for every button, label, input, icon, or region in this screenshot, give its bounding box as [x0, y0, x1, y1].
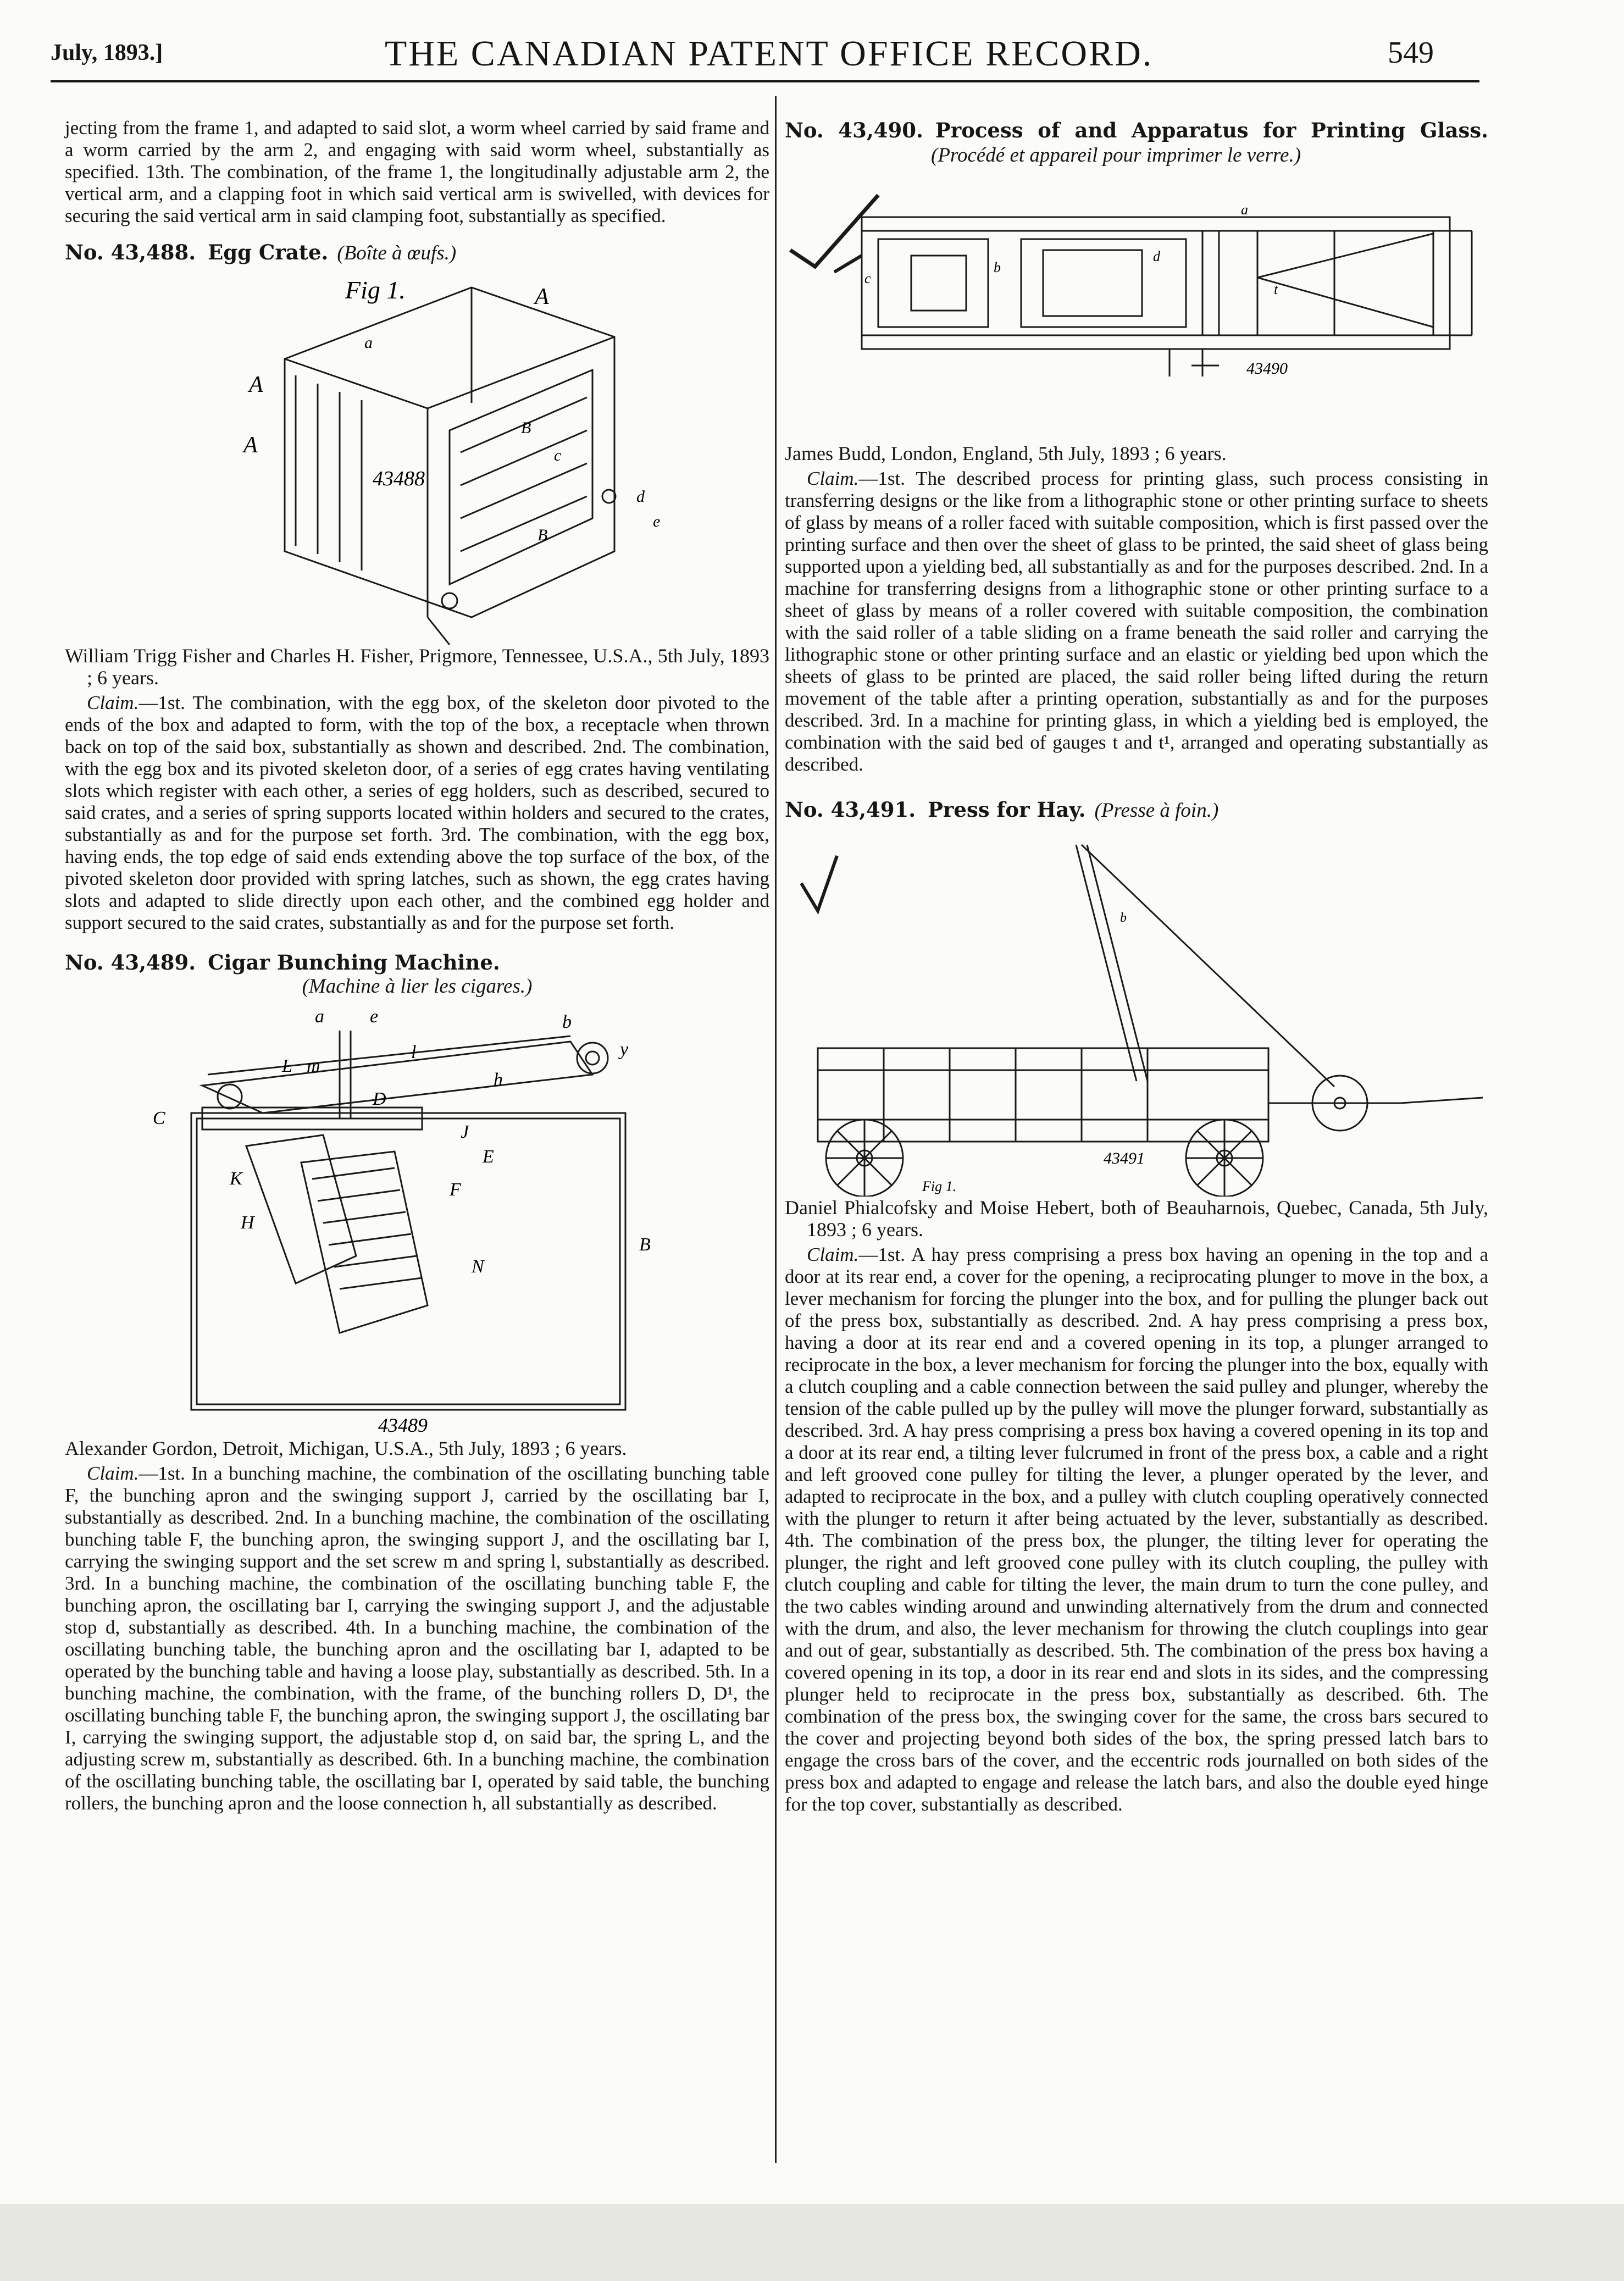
patent-number: No. 43,490. — [785, 118, 923, 142]
claim-text — [65, 692, 769, 934]
inventors: Daniel Phialcofsky and Moise Hebert, both of Beauharnois, Quebec, Canada, 5th July, 1893 ; 6 years. — [785, 1197, 1488, 1241]
figure-number: 43490 — [1246, 359, 1288, 378]
entry-heading — [65, 240, 769, 265]
figure-number: 43489 — [378, 1414, 428, 1436]
claim-text — [785, 468, 1488, 776]
claim-label: Claim. — [807, 468, 859, 489]
egg-crate-drawing — [65, 265, 769, 645]
hay-press-drawing — [785, 823, 1488, 1197]
patent-number: No. 43,491. — [785, 798, 916, 822]
claim-text — [785, 1244, 1488, 1815]
header-rule — [51, 80, 1479, 82]
label-d: d — [1153, 248, 1160, 264]
right-column — [785, 96, 1488, 1815]
label-d: d — [636, 488, 645, 506]
label-l: l — [411, 1042, 417, 1062]
label-D: D — [373, 1089, 386, 1109]
patent-number: No. 43,488. — [65, 240, 196, 264]
label-J: J — [461, 1122, 469, 1142]
label-A: A — [249, 372, 263, 397]
label-L: L — [282, 1056, 292, 1076]
claim-body: —1st. The combination, with the egg box, of the skeleton door pivoted to the ends of the box and adapted to form, with the top of the box, a receptacle when thrown back on top of the said box, substantially as shown and described. 2nd. The combination, with the egg box and its pivoted skeleton door, of a series of egg crates having ventilating slots which register with each other, a series of egg holders, such as described, secured to said crates, and a series of spring supports located within holders and secured to the crates, substantially as and for the purpose set forth. 3rd. The combination, with the egg box, having ends, the top edge of said ends extending above the top surface of the box, of the pivoted skeleton door provided with spring latches, such as shown, the egg crates having slots and adapted to slide directly upon each other, and the combined egg holder and support secured to the said crates, substantially as and for the purpose set forth. — [65, 692, 769, 933]
glass-printing-figure — [785, 168, 1488, 442]
claim-body: —1st. A hay press comprising a press box having an opening in the top and a door at its rear end, a cover for the opening, a reciprocating plunger to move in the box, a lever mechanism for forcing the plunger into the box, and for pulling the plunger back out of the press box, substantially as described. 2nd. A hay press comprising a press box, having a door at its rear end and a covered opening in its top, a plunger arranged to reciprocate in the box, a lever mechanism for forcing the plunger into the box, equally with a clutch coupling and a cable connection between the said pulley and plunger, whereby the tension of the cable pulled up by the pulley will move the plunger forward, substantially as described. 3rd. A hay press comprising a press box having a covered opening in its top and a door at its rear end, a tilting lever fulcrumed in front of the press box, a cable and a right and left grooved cone pulley for tilting the lever, a plunger operated by the lever, and adapted to reciprocate in the box, and a pulley with clutch coupling operatively connected with the plunger to return it after being actuated by the lever, substantially as described. 4th. The combination of the press box, the plunger, the tilting lever for operating the plunger, the right and left grooved cone pulley with its clutch coupling, the pulley with clutch coupling and cable for tilting the lever, the main drum to turn the cone pulley, and the two cables winding around and unwinding alternatively from the drum and connected with the drum, and also, the lever mechanism for throwing the clutch couplings into gear and out of gear, substantially as described. 5th. The combination of the press box having a covered opening in its top, a door in its rear end and slots in its sides, and the compressing plunger held to reciprocate in the press box, substantially as described. 6th. The combination of the press box, the swinging cover for the same, the cross bars secured to the cover and projecting beyond both sides of the box, the spring pressed latch bars to engage the cross bars of the cover, and the eccentric rods journalled on both sides of the press box and adapted to engage and release the latch bars, and also the double eyed hinge for the top cover, substantially as described. — [785, 1244, 1488, 1815]
column-divider — [775, 96, 777, 2163]
label-b: b — [1120, 911, 1127, 925]
label-B: B — [521, 419, 531, 437]
label-a: a — [364, 334, 373, 352]
label-A: A — [535, 284, 549, 309]
page-header — [0, 0, 1624, 82]
entry-43490 — [785, 118, 1488, 776]
continuation-text: jecting from the frame 1, and adapted to said slot, a worm wheel carried by said frame and a worm carried by the arm 2, and engaging with said worm wheel, substantially as specified. 13th. The combination, of the frame 1, the longitudinally adjustable arm 2, the vertical arm, and a clapping foot in which said vertical arm is swivelled, with devices for securing the said vertical arm in said clamping foot, substantially as specified. — [65, 117, 769, 226]
page-number: 549 — [1388, 36, 1434, 70]
label-N: N — [472, 1256, 484, 1277]
inventors: Alexander Gordon, Detroit, Michigan, U.S.A., 5th July, 1893 ; 6 years. — [65, 1437, 627, 1459]
label-c: c — [554, 446, 562, 464]
entry-43488 — [65, 240, 769, 934]
entry-heading — [65, 950, 769, 976]
label-b: b — [562, 1012, 572, 1032]
claim-label: Claim. — [807, 1244, 859, 1265]
label-t: t — [1274, 281, 1278, 297]
label-e: e — [653, 512, 661, 530]
label-A: A — [243, 433, 258, 458]
label-y: y — [620, 1039, 629, 1060]
hay-press-figure — [785, 823, 1488, 1197]
patent-title-french: (Boîte à œufs.) — [337, 242, 457, 264]
entry-heading — [785, 798, 1488, 823]
entry-43489 — [65, 950, 769, 1814]
glass-printing-drawing — [785, 168, 1488, 442]
label-B: B — [537, 526, 548, 544]
label-b: b — [994, 259, 1001, 275]
figure-label: Fig 1. — [345, 276, 406, 304]
label-h: h — [494, 1070, 503, 1090]
patent-title-french: (Presse à foin.) — [1094, 799, 1219, 822]
label-K: K — [230, 1169, 242, 1189]
figure-number: 43488 — [373, 467, 425, 490]
label-e: e — [370, 1006, 379, 1027]
cigar-bunching-figure — [65, 998, 769, 1437]
patent-number: No. 43,489. — [65, 950, 196, 975]
claim-label: Claim. — [87, 692, 139, 713]
entry-43491 — [785, 798, 1488, 1815]
entry-heading — [785, 118, 1488, 168]
label-m: m — [307, 1056, 320, 1076]
inventors: James Budd, London, England, 5th July, 1893 ; 6 years. — [785, 442, 1227, 464]
issue-date: July, 1893.] — [51, 40, 163, 65]
claim-text — [65, 1463, 769, 1814]
page-bottom-margin — [0, 2204, 1624, 2281]
claim-label: Claim. — [87, 1463, 139, 1484]
patent-title: Egg Crate. — [208, 240, 329, 264]
patent-title-french: (Procédé et appareil pour imprimer le verre.) — [931, 144, 1301, 167]
egg-crate-figure — [65, 265, 769, 645]
label-B: B — [639, 1234, 651, 1255]
label-E: E — [483, 1147, 494, 1167]
label-F: F — [450, 1180, 461, 1200]
figure-number: 43491 — [1104, 1149, 1145, 1167]
label-c: c — [864, 270, 871, 286]
claim-body: —1st. In a bunching machine, the combination of the oscillating bunching table F, the bunching apron and the swinging support J, carried by the oscillating bar I, substantially as described. 2nd. In a bunching machine, the combination of the oscillating bunching table F, the bunching apron, the swinging support J, and the oscillating bar I, carrying the swinging support and the set screw m and spring l, substantially as described. 3rd. In a bunching machine, the combination of the oscillating bunching table F, the bunching apron, the oscillating bar I, carrying the swinging support J, and the adjustable stop d, substantially as described. 4th. In a bunching machine, the combination of the oscillating bunching table, the bunching apron and the oscillating bar I, adapted to be operated by the bunching table and having a loose play, substantially as described. 5th. In a bunching machine, the combination, with the frame, of the bunching rollers D, D¹, the oscillating bunching table F, the bunching apron, the swinging support J, the oscillating bar I, carrying the swinging support, the adjustable stop d, on said bar, the spring L, and the adjusting screw m, substantially as described. 6th. In a bunching machine, the combination of the oscillating bunching table, the oscillating bar I, operated by said table, the bunching rollers, the bunching apron and the loose connection h, all substantially as described. — [65, 1463, 769, 1814]
patent-title: Process of and Apparatus for Printing Glass. — [935, 118, 1488, 142]
journal-title: THE CANADIAN PATENT OFFICE RECORD. — [385, 34, 1154, 74]
cigar-bunching-drawing — [65, 998, 769, 1437]
label-H: H — [241, 1213, 254, 1233]
patent-title-french: (Machine à lier les cigares.) — [302, 975, 533, 998]
figure-label: Fig 1. — [922, 1178, 957, 1194]
label-a: a — [1241, 202, 1248, 218]
claim-body: —1st. The described process for printing glass, such process consisting in transferring designs or the like from a lithographic stone or other printing surface to sheets of glass by means of a roller faced with suitable composition, which is first passed over the printing surface and then over the sheet of glass to be printed, the said sheet of glass being supported upon a yielding bed, all substantially as and for the purposes described. 2nd. In a machine for transferring designs from a lithographic stone or other printing surface to a sheet of glass by means of a roller covered with suitable composition, the combination with the said roller of a table sliding on a frame beneath the said roller and carrying the lithographic stone or other printing surface and an elastic or yielding bed upon which the sheets of glass to be printed are placed, the said roller being lifted during the return movement of the table after a printing operation, substantially as and for the purposes described. 3rd. In a machine for printing glass, in which a yielding bed is employed, the combination with the said bed of gauges t and t¹, arranged and operating substantially as described. — [785, 468, 1488, 775]
patent-title: Press for Hay. — [928, 798, 1086, 822]
left-column — [65, 96, 769, 1814]
label-a: a — [315, 1006, 324, 1027]
inventors: William Trigg Fisher and Charles H. Fisher, Prigmore, Tennessee, U.S.A., 5th July, 1893 ; 6 years. — [65, 645, 769, 689]
label-C: C — [153, 1108, 165, 1128]
patent-title: Cigar Bunching Machine. — [208, 950, 500, 975]
